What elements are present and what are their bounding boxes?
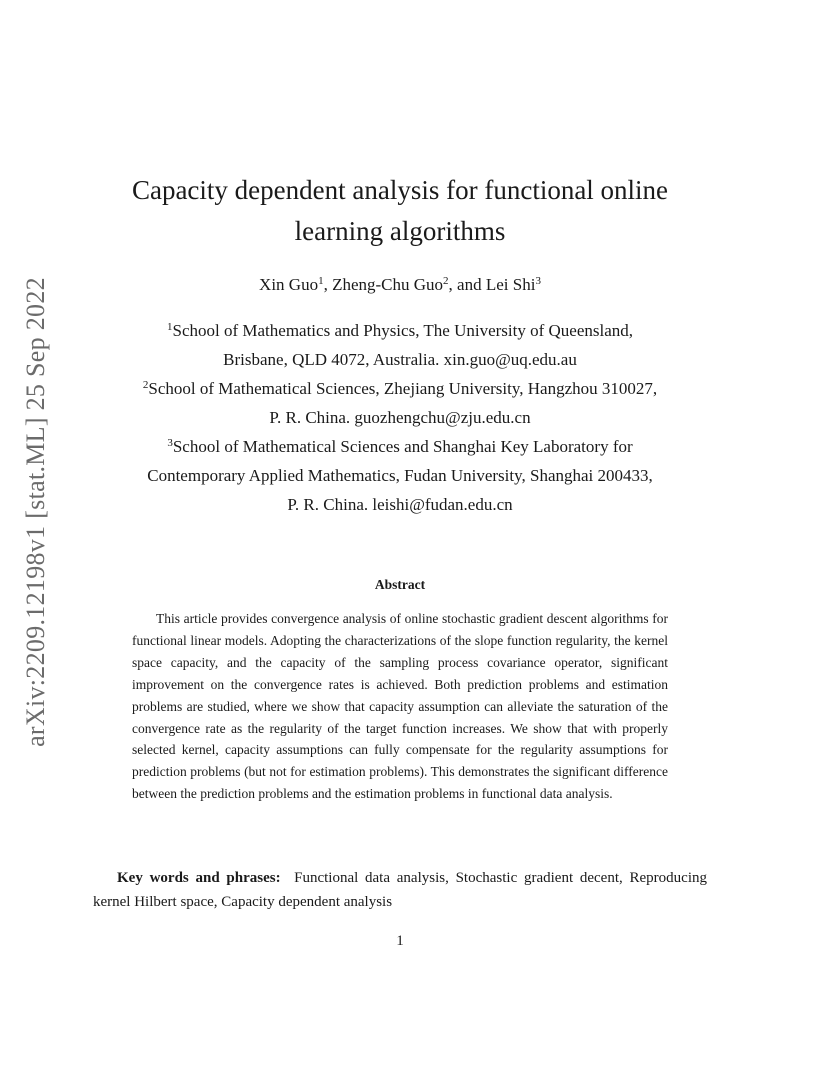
affiliation xyxy=(60,374,740,432)
keywords-text: Functional data analysis, Stochastic gradient decent, Reproducing kernel Hilbert space, Capacity dependent analysis xyxy=(93,870,707,910)
abstract-heading: Abstract xyxy=(374,577,426,592)
arxiv-stamp xyxy=(0,0,60,1072)
author-name: Zheng-Chu Guo xyxy=(332,275,444,294)
affiliation-line: Brisbane, QLD 4072, Australia. xin.guo@uq.edu.au xyxy=(223,350,577,369)
author-affiliation-mark: 2 xyxy=(443,275,449,287)
author-affiliation-mark: 1 xyxy=(318,275,324,287)
affiliation-line: School of Mathematical Sciences and Shanghai Key Laboratory for xyxy=(172,437,633,456)
abstract-text: This article provides convergence analysis of online stochastic gradient descent algorithms for functional linear models. Adopting the characterizations of the slope function regularity, the kernel space capacity, and the capacity of the sampling process covariance operator, significant improvement on the convergence rates is achieved. Both prediction problems and estimation problems are studied, where we show that capacity assumption can alleviate the saturation of the convergence rate as the regularity of the target function increases. We show that with properly selected kernel, capacity assumptions can fully compensate for the regularity assumptions for prediction problems (but not for estimation problems). This demonstrates the significant difference between the prediction problems and the estimation problems in functional data analysis. xyxy=(132,611,668,802)
keywords-paragraph xyxy=(93,866,707,914)
author-separator: , xyxy=(323,275,333,294)
author-name: Lei Shi xyxy=(485,275,536,294)
page-number: 1 xyxy=(396,933,404,949)
affiliation-line: P. R. China. leishi@fudan.edu.cn xyxy=(287,495,513,514)
author-name: Xin Guo xyxy=(259,275,319,294)
arxiv-identifier: arXiv:2209.12198v1 [stat.ML] 25 Sep 2022 xyxy=(21,277,50,747)
author-separator: , and xyxy=(448,275,486,294)
affiliation-line: School of Mathematical Sciences, Zhejiang University, Hangzhou 310027, xyxy=(148,379,658,398)
author-affiliation-mark: 3 xyxy=(535,275,541,287)
affiliation xyxy=(60,316,740,374)
author-list xyxy=(90,272,710,298)
affiliation-mark: 2 xyxy=(142,379,149,391)
affiliation-line: School of Mathematics and Physics, The University of Queensland, xyxy=(172,321,633,340)
affiliation-line: P. R. China. guozhengchu@zju.edu.cn xyxy=(269,408,531,427)
affiliation xyxy=(60,432,740,519)
affiliation-mark: 3 xyxy=(167,437,173,449)
affiliation-line: Contemporary Applied Mathematics, Fudan University, Shanghai 200433, xyxy=(147,466,653,485)
title-line-1: Capacity dependent analysis for functional online xyxy=(131,175,669,205)
affiliation-list xyxy=(60,316,740,519)
title-line-2: learning algorithms xyxy=(294,216,506,246)
keywords-label: Key words and phrases: xyxy=(117,870,281,886)
affiliation-mark: 1 xyxy=(167,321,173,333)
paper-title xyxy=(90,170,710,252)
